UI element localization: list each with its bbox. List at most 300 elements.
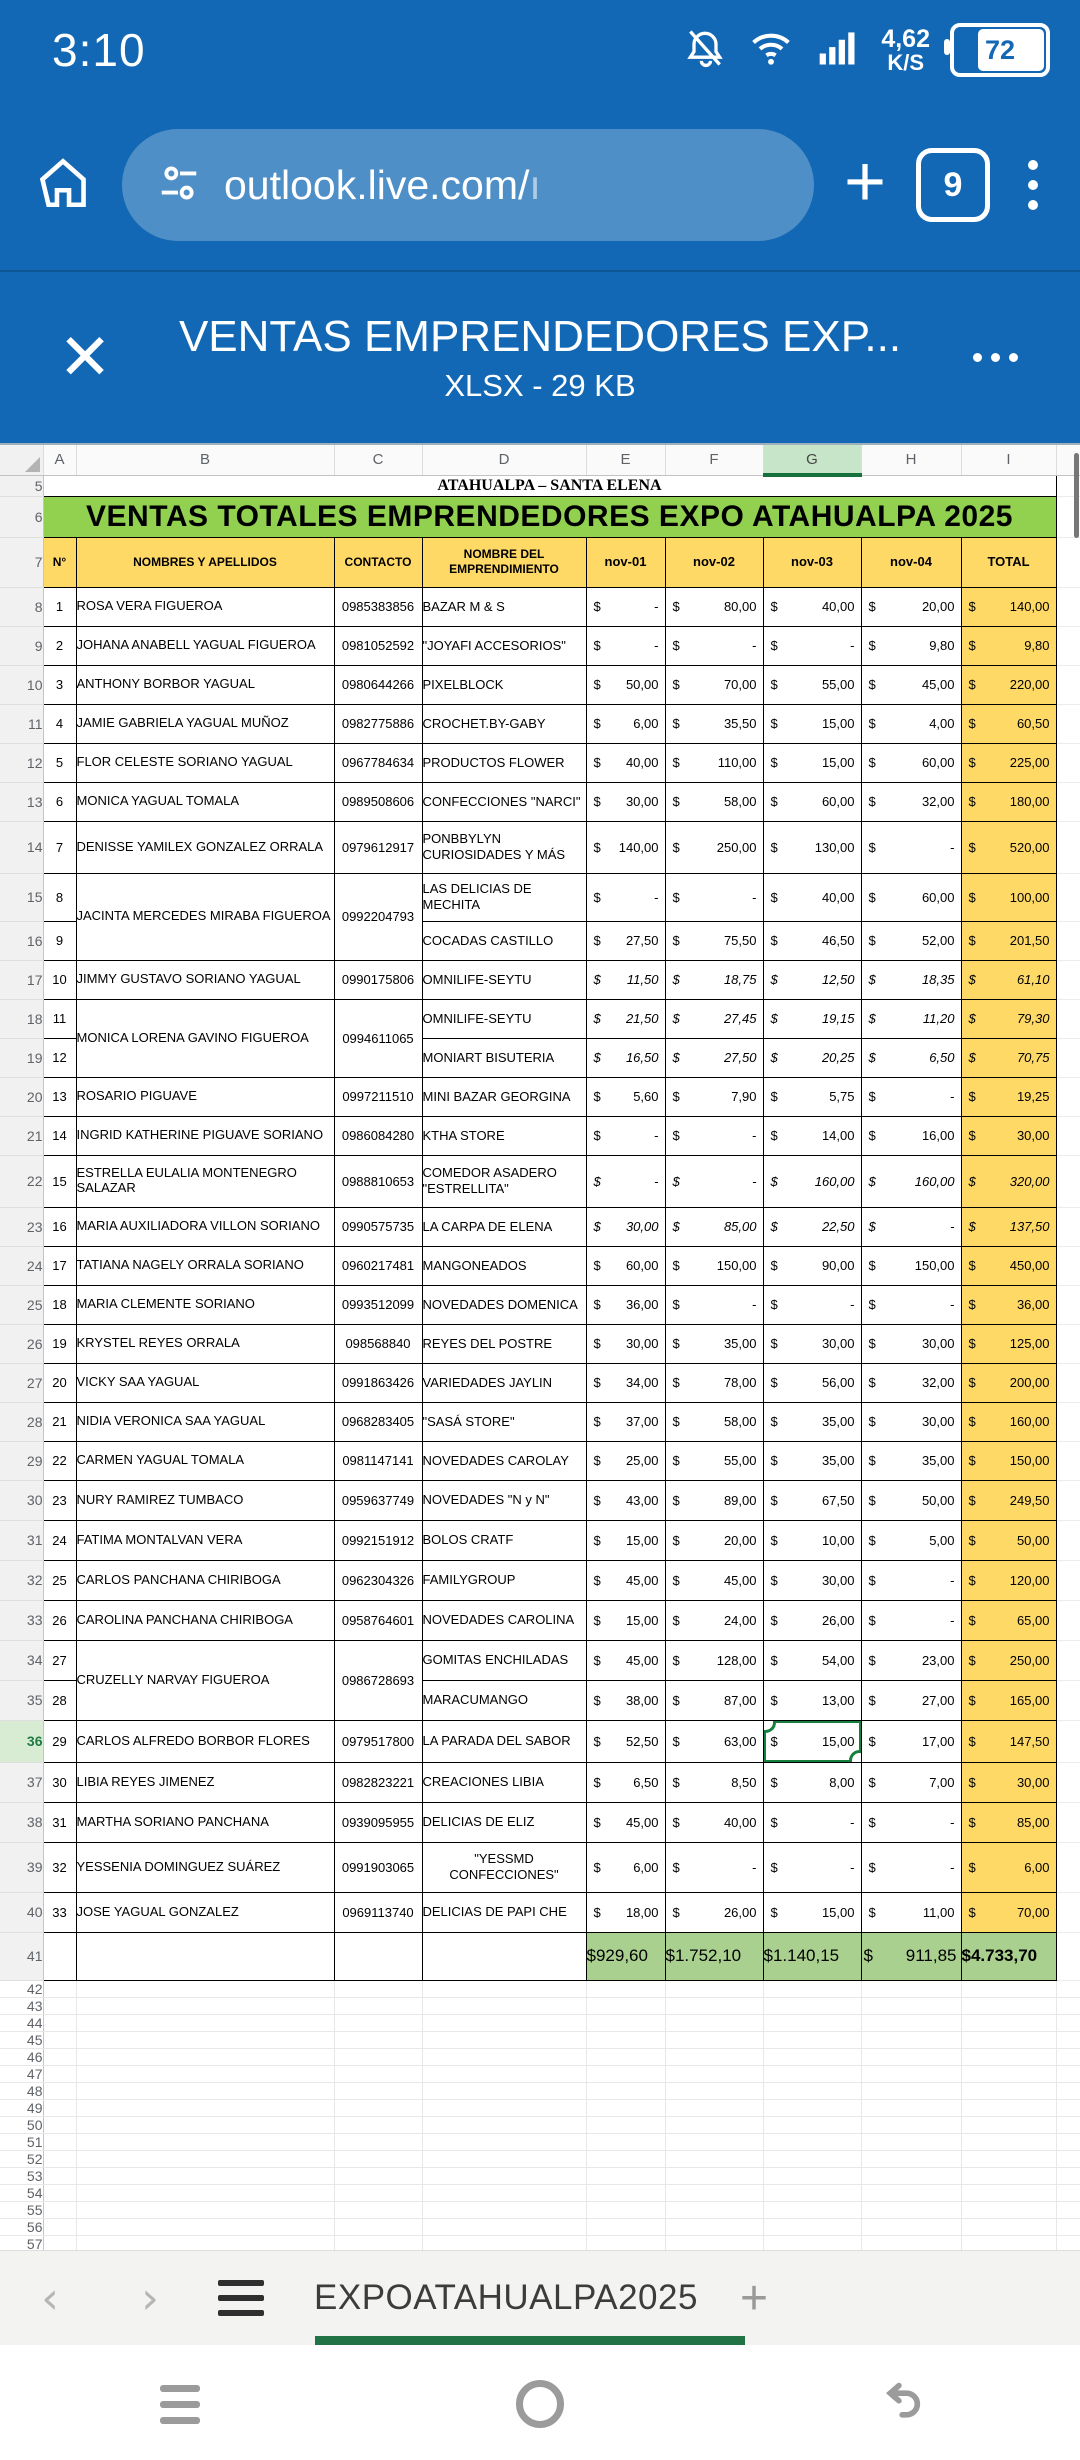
- cell-total[interactable]: $ 120,00: [961, 1560, 1056, 1600]
- cell-empty[interactable]: [43, 2133, 76, 2150]
- cell-empty[interactable]: [665, 2014, 763, 2031]
- cell-empty[interactable]: [961, 2099, 1056, 2116]
- row-number[interactable]: 50: [0, 2116, 43, 2133]
- cell-empty[interactable]: [1056, 2099, 1080, 2116]
- cell-name[interactable]: JIMMY GUSTAVO SORIANO YAGUAL: [76, 960, 334, 999]
- cell-empty[interactable]: [1056, 2235, 1080, 2250]
- cell-nov02[interactable]: $ 70,00: [665, 665, 763, 704]
- row-number[interactable]: 33: [0, 1600, 43, 1640]
- cell-empty[interactable]: [665, 2201, 763, 2218]
- cell-empty[interactable]: [961, 2184, 1056, 2201]
- cell-nov04[interactable]: $ 32,00: [861, 782, 961, 821]
- cell-business[interactable]: NOVEDADES CAROLINA: [422, 1600, 586, 1640]
- cell-empty[interactable]: [861, 2082, 961, 2099]
- cell-empty[interactable]: [1056, 2184, 1080, 2201]
- cell-empty[interactable]: [961, 2201, 1056, 2218]
- cell-nov01[interactable]: $ 25,00: [586, 1441, 665, 1480]
- cell-empty[interactable]: [665, 2235, 763, 2250]
- cell[interactable]: [1056, 1720, 1080, 1762]
- new-tab-icon[interactable]: +: [843, 142, 886, 222]
- cell-nov01[interactable]: $ 60,00: [586, 1246, 665, 1285]
- cell-nov01[interactable]: $ -: [586, 1116, 665, 1155]
- cell-nov03[interactable]: $ 30,00: [763, 1324, 861, 1363]
- cell-empty[interactable]: [334, 2099, 422, 2116]
- cell-empty[interactable]: [43, 1997, 76, 2014]
- sheet-subtitle-cell[interactable]: ATAHUALPA – SANTA ELENA: [43, 475, 1056, 496]
- cell-empty[interactable]: [586, 2201, 665, 2218]
- row-number[interactable]: 52: [0, 2150, 43, 2167]
- add-sheet-icon[interactable]: +: [739, 2271, 768, 2325]
- cell-nov04[interactable]: $ -: [861, 1207, 961, 1246]
- cell-empty[interactable]: [586, 2014, 665, 2031]
- cell-business[interactable]: GOMITAS ENCHILADAS: [422, 1640, 586, 1680]
- cell[interactable]: [1056, 1892, 1080, 1932]
- recents-icon[interactable]: [0, 2385, 360, 2424]
- table-header-total[interactable]: TOTAL: [961, 537, 1056, 587]
- cell-nov04[interactable]: $ 27,00: [861, 1680, 961, 1720]
- cell-nov03[interactable]: $ 60,00: [763, 782, 861, 821]
- cell[interactable]: [1056, 626, 1080, 665]
- cell-nov04[interactable]: $ 7,00: [861, 1762, 961, 1802]
- cell-nov04[interactable]: $ -: [861, 1077, 961, 1116]
- cell-nov02[interactable]: $ 58,00: [665, 1402, 763, 1441]
- cell-empty[interactable]: [334, 2048, 422, 2065]
- cell-total[interactable]: $ 450,00: [961, 1246, 1056, 1285]
- tab-switcher-icon[interactable]: 9: [916, 148, 990, 222]
- cell-empty[interactable]: [334, 1932, 422, 1980]
- cell-num[interactable]: 26: [43, 1600, 76, 1640]
- cell-empty[interactable]: [43, 2201, 76, 2218]
- cell[interactable]: [1056, 1077, 1080, 1116]
- cell-empty[interactable]: [76, 2048, 334, 2065]
- sheet-title-cell[interactable]: VENTAS TOTALES EMPRENDEDORES EXPO ATAHUALPA 2025: [43, 496, 1056, 537]
- cell-nov03[interactable]: $ 10,00: [763, 1520, 861, 1560]
- cell-nov03[interactable]: $ -: [763, 1802, 861, 1842]
- cell-contact[interactable]: 0959637749: [334, 1480, 422, 1520]
- row-number[interactable]: 12: [0, 743, 43, 782]
- cell[interactable]: [1056, 960, 1080, 999]
- cell-empty[interactable]: [961, 2133, 1056, 2150]
- row-number[interactable]: 7: [0, 537, 43, 587]
- total-nov01[interactable]: $929,60: [586, 1932, 665, 1980]
- cell-empty[interactable]: [76, 2150, 334, 2167]
- cell-total[interactable]: $ 79,30: [961, 999, 1056, 1038]
- cell-empty[interactable]: [43, 2235, 76, 2250]
- cell[interactable]: [1056, 665, 1080, 704]
- cell-name[interactable]: ANTHONY BORBOR YAGUAL: [76, 665, 334, 704]
- cell[interactable]: [1056, 821, 1080, 873]
- cell-empty[interactable]: [76, 2099, 334, 2116]
- cell-nov04[interactable]: $ -: [861, 821, 961, 873]
- cell-nov03[interactable]: $ 20,25: [763, 1038, 861, 1077]
- cell-empty[interactable]: [422, 2099, 586, 2116]
- cell-num[interactable]: 16: [43, 1207, 76, 1246]
- cell-empty[interactable]: [76, 1932, 334, 1980]
- cell-nov01[interactable]: $ 52,50: [586, 1720, 665, 1762]
- cell-business[interactable]: PRODUCTOS FLOWER: [422, 743, 586, 782]
- cell-nov03[interactable]: $ 14,00: [763, 1116, 861, 1155]
- cell-empty[interactable]: [961, 2116, 1056, 2133]
- cell-contact[interactable]: 0988810653: [334, 1155, 422, 1207]
- cell-empty[interactable]: [76, 2031, 334, 2048]
- cell-empty[interactable]: [1056, 1997, 1080, 2014]
- cell-total[interactable]: $ 61,10: [961, 960, 1056, 999]
- cell-empty[interactable]: [961, 2218, 1056, 2235]
- cell-business[interactable]: DELICIAS DE ELIZ: [422, 1802, 586, 1842]
- table-header-nov-01[interactable]: nov-01: [586, 537, 665, 587]
- row-number[interactable]: 51: [0, 2133, 43, 2150]
- cell-empty[interactable]: [763, 2014, 861, 2031]
- cell-empty[interactable]: [961, 2082, 1056, 2099]
- cell-business[interactable]: OMNILIFE-SEYTU: [422, 999, 586, 1038]
- cell-nov04[interactable]: $ -: [861, 1560, 961, 1600]
- cell-total[interactable]: $ 30,00: [961, 1762, 1056, 1802]
- cell-empty[interactable]: [76, 2065, 334, 2082]
- cell-business[interactable]: KTHA STORE: [422, 1116, 586, 1155]
- cell-empty[interactable]: [76, 2116, 334, 2133]
- cell-num[interactable]: 9: [43, 921, 76, 960]
- row-number[interactable]: 39: [0, 1842, 43, 1892]
- cell-nov03[interactable]: $ 40,00: [763, 587, 861, 626]
- cell-name[interactable]: ESTRELLA EULALIA MONTENEGRO SALAZAR: [76, 1155, 334, 1207]
- cell-total[interactable]: $ 147,50: [961, 1720, 1056, 1762]
- cell-empty[interactable]: [586, 2031, 665, 2048]
- cell-business[interactable]: COMEDOR ASADERO "ESTRELLITA": [422, 1155, 586, 1207]
- cell-empty[interactable]: [43, 2150, 76, 2167]
- cell-business[interactable]: CONFECCIONES "NARCI": [422, 782, 586, 821]
- cell-contact[interactable]: 0985383856: [334, 587, 422, 626]
- cell-num[interactable]: 31: [43, 1802, 76, 1842]
- cell-nov03[interactable]: $ 35,00: [763, 1441, 861, 1480]
- cell-num[interactable]: 24: [43, 1520, 76, 1560]
- row-number[interactable]: 53: [0, 2167, 43, 2184]
- cell-empty[interactable]: [961, 2065, 1056, 2082]
- cell[interactable]: [1056, 1762, 1080, 1802]
- cell-nov01[interactable]: $ 16,50: [586, 1038, 665, 1077]
- cell-name[interactable]: CARLOS ALFREDO BORBOR FLORES: [76, 1720, 334, 1762]
- row-number[interactable]: 38: [0, 1802, 43, 1842]
- cell-business[interactable]: MARACUMANGO: [422, 1680, 586, 1720]
- cell-nov03[interactable]: $ 55,00: [763, 665, 861, 704]
- cell[interactable]: [1056, 1363, 1080, 1402]
- cell-empty[interactable]: [961, 1997, 1056, 2014]
- cell-empty[interactable]: [1056, 2065, 1080, 2082]
- cell-empty[interactable]: [586, 1980, 665, 1997]
- cell-name[interactable]: DENISSE YAMILEX GONZALEZ ORRALA: [76, 821, 334, 873]
- cell-empty[interactable]: [76, 2133, 334, 2150]
- cell-name[interactable]: CRUZELLY NARVAY FIGUEROA: [76, 1640, 334, 1720]
- cell-empty[interactable]: [763, 2184, 861, 2201]
- cell-business[interactable]: REYES DEL POSTRE: [422, 1324, 586, 1363]
- table-header-nov-04[interactable]: nov-04: [861, 537, 961, 587]
- cell-nov04[interactable]: $ -: [861, 1842, 961, 1892]
- row-number[interactable]: 41: [0, 1932, 43, 1980]
- cell-contact[interactable]: 0982823221: [334, 1762, 422, 1802]
- column-header-D[interactable]: D: [422, 445, 586, 475]
- cell[interactable]: [1056, 1324, 1080, 1363]
- cell-nov01[interactable]: $ 45,00: [586, 1640, 665, 1680]
- cell-nov01[interactable]: $ 37,00: [586, 1402, 665, 1441]
- cell-total[interactable]: $ 65,00: [961, 1600, 1056, 1640]
- cell-empty[interactable]: [1056, 2048, 1080, 2065]
- row-number[interactable]: 16: [0, 921, 43, 960]
- cell-empty[interactable]: [586, 2235, 665, 2250]
- row-number[interactable]: 48: [0, 2082, 43, 2099]
- cell[interactable]: [1056, 1402, 1080, 1441]
- sheet-tab[interactable]: EXPOATAHUALPA2025: [314, 2278, 698, 2317]
- cell[interactable]: [1056, 1520, 1080, 1560]
- table-header-nov-03[interactable]: nov-03: [763, 537, 861, 587]
- cell-nov02[interactable]: $ 89,00: [665, 1480, 763, 1520]
- total-nov02[interactable]: $1.752,10: [665, 1932, 763, 1980]
- cell-nov01[interactable]: $ 11,50: [586, 960, 665, 999]
- cell-empty[interactable]: [665, 1997, 763, 2014]
- cell-empty[interactable]: [76, 2201, 334, 2218]
- cell-nov04[interactable]: $ 17,00: [861, 1720, 961, 1762]
- row-number[interactable]: 40: [0, 1892, 43, 1932]
- cell-empty[interactable]: [763, 1980, 861, 1997]
- cell[interactable]: [1056, 921, 1080, 960]
- cell-total[interactable]: $ 125,00: [961, 1324, 1056, 1363]
- cell-nov03[interactable]: $ 15,00: [763, 1720, 861, 1762]
- cell-empty[interactable]: [334, 1980, 422, 1997]
- cell-nov03[interactable]: $ 15,00: [763, 1892, 861, 1932]
- table-header-n-[interactable]: N°: [43, 537, 76, 587]
- home-pill-icon[interactable]: [360, 2380, 720, 2428]
- cell-nov04[interactable]: $ 52,00: [861, 921, 961, 960]
- cell[interactable]: [1056, 1932, 1080, 1980]
- cell-total[interactable]: $ 85,00: [961, 1802, 1056, 1842]
- cell-total[interactable]: $ 225,00: [961, 743, 1056, 782]
- cell-empty[interactable]: [43, 1980, 76, 1997]
- row-number[interactable]: 21: [0, 1116, 43, 1155]
- cell-empty[interactable]: [763, 2082, 861, 2099]
- cell-nov03[interactable]: $ 90,00: [763, 1246, 861, 1285]
- prev-sheet-icon[interactable]: ‹: [41, 2272, 59, 2324]
- cell-empty[interactable]: [422, 2133, 586, 2150]
- cell-empty[interactable]: [961, 2167, 1056, 2184]
- url-text[interactable]: outlook.live.com/ı: [224, 161, 541, 208]
- cell-name[interactable]: FATIMA MONTALVAN VERA: [76, 1520, 334, 1560]
- row-number[interactable]: 43: [0, 1997, 43, 2014]
- cell-total[interactable]: $ 70,75: [961, 1038, 1056, 1077]
- cell[interactable]: [1056, 999, 1080, 1038]
- table-header-nombres-y-apellidos[interactable]: NOMBRES Y APELLIDOS: [76, 537, 334, 587]
- cell-total[interactable]: $ 320,00: [961, 1155, 1056, 1207]
- row-number[interactable]: 14: [0, 821, 43, 873]
- cell-empty[interactable]: [665, 2082, 763, 2099]
- cell-nov02[interactable]: $ 27,50: [665, 1038, 763, 1077]
- cell-empty[interactable]: [763, 2133, 861, 2150]
- cell-nov01[interactable]: $ -: [586, 626, 665, 665]
- cell-nov02[interactable]: $ 58,00: [665, 782, 763, 821]
- cell-contact[interactable]: 0992204793: [334, 873, 422, 960]
- row-number[interactable]: 46: [0, 2048, 43, 2065]
- row-number[interactable]: 49: [0, 2099, 43, 2116]
- cell-empty[interactable]: [586, 2218, 665, 2235]
- cell[interactable]: [1056, 587, 1080, 626]
- cell-empty[interactable]: [43, 1932, 76, 1980]
- cell-empty[interactable]: [422, 2065, 586, 2082]
- cell-nov04[interactable]: $ -: [861, 1802, 961, 1842]
- cell-name[interactable]: NIDIA VERONICA SAA YAGUAL: [76, 1402, 334, 1441]
- row-number[interactable]: 32: [0, 1560, 43, 1600]
- row-number[interactable]: 11: [0, 704, 43, 743]
- cell-empty[interactable]: [763, 2201, 861, 2218]
- cell-num[interactable]: 17: [43, 1246, 76, 1285]
- cell-empty[interactable]: [861, 2218, 961, 2235]
- cell-nov02[interactable]: $ -: [665, 1842, 763, 1892]
- cell-empty[interactable]: [861, 2167, 961, 2184]
- cell-empty[interactable]: [43, 2014, 76, 2031]
- cell-nov03[interactable]: $ 22,50: [763, 1207, 861, 1246]
- cell-empty[interactable]: [334, 2184, 422, 2201]
- cell-contact[interactable]: 0979517800: [334, 1720, 422, 1762]
- cell-nov02[interactable]: $ -: [665, 873, 763, 921]
- cell-empty[interactable]: [43, 2065, 76, 2082]
- cell-nov02[interactable]: $ 87,00: [665, 1680, 763, 1720]
- cell-business[interactable]: BOLOS CRATF: [422, 1520, 586, 1560]
- row-number[interactable]: 8: [0, 587, 43, 626]
- cell-num[interactable]: 1: [43, 587, 76, 626]
- cell-empty[interactable]: [76, 2014, 334, 2031]
- cell[interactable]: [1056, 1680, 1080, 1720]
- cell-nov04[interactable]: $ 9,80: [861, 626, 961, 665]
- cell-nov01[interactable]: $ 45,00: [586, 1802, 665, 1842]
- cell[interactable]: [1056, 1246, 1080, 1285]
- cell-total[interactable]: $ 165,00: [961, 1680, 1056, 1720]
- cell-total[interactable]: $ 140,00: [961, 587, 1056, 626]
- table-header-nombre-del-emprendimiento[interactable]: NOMBRE DEL EMPRENDIMIENTO: [422, 537, 586, 587]
- cell-nov03[interactable]: $ 12,50: [763, 960, 861, 999]
- cell-nov03[interactable]: $ 5,75: [763, 1077, 861, 1116]
- cell-num[interactable]: 12: [43, 1038, 76, 1077]
- cell-nov04[interactable]: $ 32,00: [861, 1363, 961, 1402]
- cell[interactable]: [1056, 873, 1080, 921]
- cell-num[interactable]: 10: [43, 960, 76, 999]
- cell-nov02[interactable]: $ 40,00: [665, 1802, 763, 1842]
- cell-empty[interactable]: [1056, 1980, 1080, 1997]
- cell-nov03[interactable]: $ 160,00: [763, 1155, 861, 1207]
- more-icon[interactable]: [940, 353, 1050, 362]
- cell-nov04[interactable]: $ 11,20: [861, 999, 961, 1038]
- cell-empty[interactable]: [763, 2218, 861, 2235]
- cell-nov03[interactable]: $ -: [763, 1285, 861, 1324]
- cell-empty[interactable]: [422, 2116, 586, 2133]
- cell-nov01[interactable]: $ 6,00: [586, 1842, 665, 1892]
- cell-name[interactable]: MONICA YAGUAL TOMALA: [76, 782, 334, 821]
- cell[interactable]: [1056, 1640, 1080, 1680]
- cell-num[interactable]: 15: [43, 1155, 76, 1207]
- cell-num[interactable]: 23: [43, 1480, 76, 1520]
- cell[interactable]: [1056, 1441, 1080, 1480]
- cell-empty[interactable]: [422, 2031, 586, 2048]
- cell-empty[interactable]: [334, 2116, 422, 2133]
- row-number[interactable]: 42: [0, 1980, 43, 1997]
- cell-empty[interactable]: [861, 2116, 961, 2133]
- cell-empty[interactable]: [665, 2167, 763, 2184]
- row-number[interactable]: 57: [0, 2235, 43, 2250]
- row-number[interactable]: 54: [0, 2184, 43, 2201]
- cell-nov02[interactable]: $ 150,00: [665, 1246, 763, 1285]
- cell-empty[interactable]: [586, 1997, 665, 2014]
- cell-total[interactable]: $ 160,00: [961, 1402, 1056, 1441]
- cell-empty[interactable]: [422, 1980, 586, 1997]
- cell-empty[interactable]: [586, 2184, 665, 2201]
- row-number[interactable]: 30: [0, 1480, 43, 1520]
- cell-nov01[interactable]: $ 15,00: [586, 1600, 665, 1640]
- cell-empty[interactable]: [422, 2235, 586, 2250]
- cell-nov03[interactable]: $ 130,00: [763, 821, 861, 873]
- row-number[interactable]: 10: [0, 665, 43, 704]
- cell-name[interactable]: KRYSTEL REYES ORRALA: [76, 1324, 334, 1363]
- cell-nov04[interactable]: $ 11,00: [861, 1892, 961, 1932]
- cell-nov02[interactable]: $ 35,50: [665, 704, 763, 743]
- cell-name[interactable]: MARIA AUXILIADORA VILLON SORIANO: [76, 1207, 334, 1246]
- cell-name[interactable]: VICKY SAA YAGUAL: [76, 1363, 334, 1402]
- cell-num[interactable]: 21: [43, 1402, 76, 1441]
- cell-nov02[interactable]: $ 78,00: [665, 1363, 763, 1402]
- cell-contact[interactable]: 0980644266: [334, 665, 422, 704]
- sheet-list-icon[interactable]: [218, 2280, 264, 2316]
- cell-num[interactable]: 3: [43, 665, 76, 704]
- cell-empty[interactable]: [1056, 2014, 1080, 2031]
- cell-nov04[interactable]: $ 20,00: [861, 587, 961, 626]
- cell-empty[interactable]: [961, 2048, 1056, 2065]
- cell-business[interactable]: CREACIONES LIBIA: [422, 1762, 586, 1802]
- cell-total[interactable]: $ 200,00: [961, 1363, 1056, 1402]
- column-header-H[interactable]: H: [861, 445, 961, 475]
- cell-empty[interactable]: [43, 2031, 76, 2048]
- cell-contact[interactable]: 0991903065: [334, 1842, 422, 1892]
- cell-empty[interactable]: [422, 2048, 586, 2065]
- cell-total[interactable]: $ 9,80: [961, 626, 1056, 665]
- cell[interactable]: [1056, 1155, 1080, 1207]
- row-number[interactable]: 55: [0, 2201, 43, 2218]
- cell-nov02[interactable]: $ 20,00: [665, 1520, 763, 1560]
- cell-nov02[interactable]: $ 250,00: [665, 821, 763, 873]
- cell-business[interactable]: COCADAS CASTILLO: [422, 921, 586, 960]
- cell-num[interactable]: 18: [43, 1285, 76, 1324]
- cell[interactable]: [1056, 704, 1080, 743]
- cell-nov03[interactable]: $ 30,00: [763, 1560, 861, 1600]
- cell-nov01[interactable]: $ -: [586, 873, 665, 921]
- cell-contact[interactable]: 0986728693: [334, 1640, 422, 1720]
- cell-empty[interactable]: [861, 2235, 961, 2250]
- cell-empty[interactable]: [763, 2065, 861, 2082]
- cell-empty[interactable]: [334, 2201, 422, 2218]
- cell-total[interactable]: $ 250,00: [961, 1640, 1056, 1680]
- cell-business[interactable]: "JOYAFI ACCESORIOS": [422, 626, 586, 665]
- cell-empty[interactable]: [334, 2167, 422, 2184]
- cell-empty[interactable]: [422, 2167, 586, 2184]
- cell-empty[interactable]: [586, 2065, 665, 2082]
- cell-name[interactable]: YESSENIA DOMINGUEZ SUÁREZ: [76, 1842, 334, 1892]
- cell-nov04[interactable]: $ 60,00: [861, 743, 961, 782]
- cell-name[interactable]: CARMEN YAGUAL TOMALA: [76, 1441, 334, 1480]
- cell-empty[interactable]: [861, 2133, 961, 2150]
- cell-empty[interactable]: [1056, 2150, 1080, 2167]
- row-number[interactable]: 44: [0, 2014, 43, 2031]
- cell-nov04[interactable]: $ 30,00: [861, 1324, 961, 1363]
- cell-empty[interactable]: [76, 1980, 334, 1997]
- cell-empty[interactable]: [665, 2048, 763, 2065]
- cell-empty[interactable]: [334, 2150, 422, 2167]
- cell-contact[interactable]: 0960217481: [334, 1246, 422, 1285]
- cell-business[interactable]: PONBBYLYN CURIOSIDADES Y MÁS: [422, 821, 586, 873]
- cell-nov04[interactable]: $ 5,00: [861, 1520, 961, 1560]
- cell-empty[interactable]: [763, 2167, 861, 2184]
